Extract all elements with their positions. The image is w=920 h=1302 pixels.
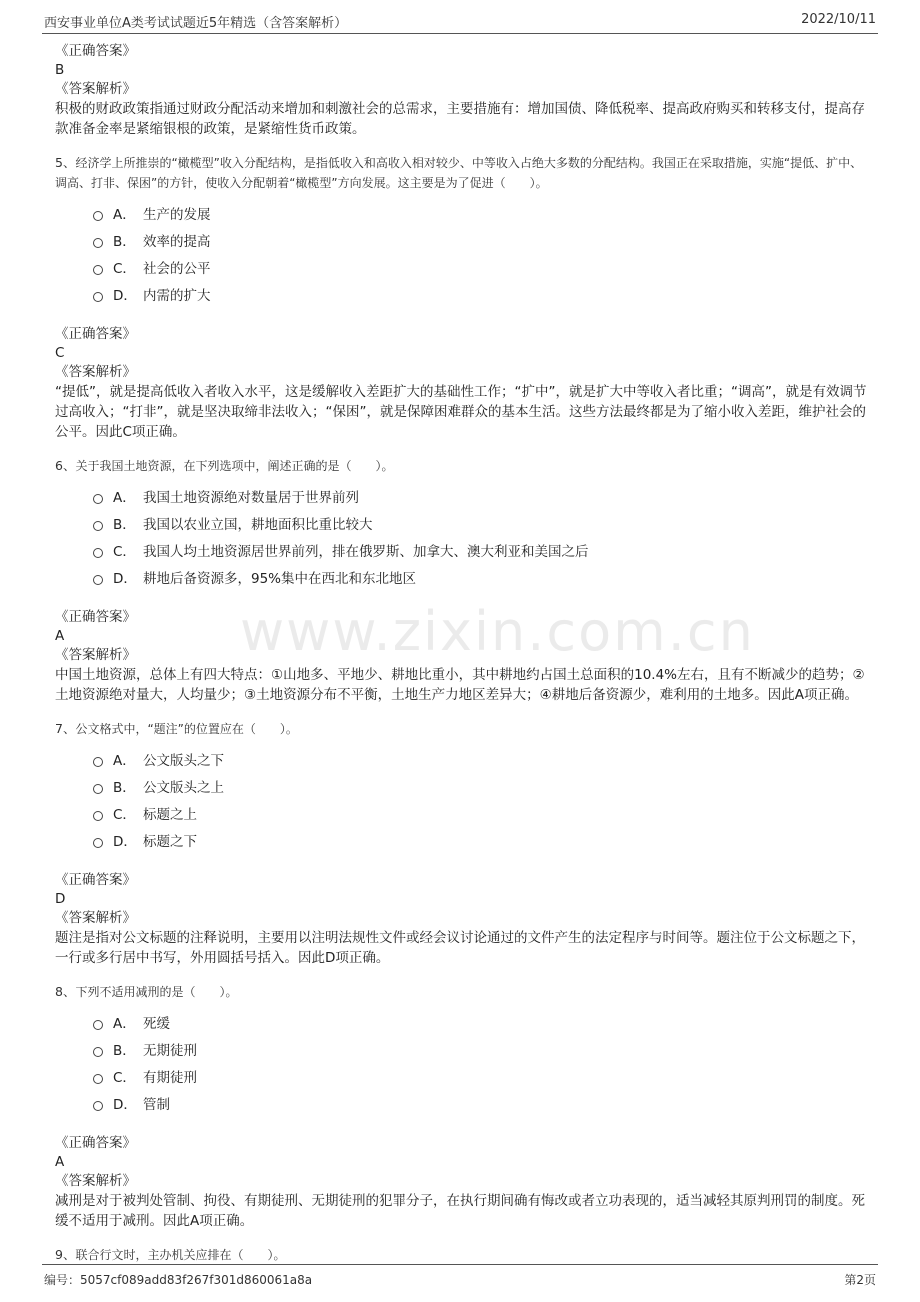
analysis-label: 《答案解析》 (55, 647, 136, 663)
option-list (93, 199, 870, 307)
radio-icon[interactable] (93, 811, 103, 821)
correct-answer-value: C (55, 345, 65, 361)
radio-icon[interactable] (93, 1020, 103, 1030)
analysis-text: 题注是指对公文标题的注释说明，主要用以注明法规性文件或经会议讨论通过的文件产生的法定程序与时间等。题注位于公文标题之下，一行或多行居中书写，外用圆括号括入。因此D项正确。 (55, 930, 865, 966)
option-a[interactable] (93, 745, 870, 772)
question-number: 6、 (55, 458, 76, 473)
question-stem (55, 456, 870, 476)
option-text: 标题之上 (143, 806, 197, 823)
question-number: 8、 (55, 984, 76, 999)
option-letter: D． (113, 570, 137, 587)
option-d[interactable] (93, 1089, 870, 1116)
correct-answer-label: 《正确答案》 (55, 43, 136, 59)
question-9 (55, 1245, 870, 1265)
document-date: 2022/10/11 (801, 12, 876, 27)
option-text: 公文版头之上 (143, 779, 224, 796)
question-stem (55, 719, 870, 739)
option-a[interactable] (93, 1008, 870, 1035)
document-code: 编号：5057cf089add83f267f301d860061a8a (44, 1273, 313, 1287)
option-letter: C． (113, 1069, 136, 1086)
question-8 (55, 982, 870, 1231)
option-letter: A． (113, 489, 136, 506)
option-letter: B． (113, 516, 136, 533)
correct-answer-label: 《正确答案》 (55, 326, 136, 342)
correct-answer-label: 《正确答案》 (55, 609, 136, 625)
option-d[interactable] (93, 826, 870, 853)
correct-answer-value: A (55, 1154, 65, 1170)
radio-icon[interactable] (93, 265, 103, 275)
option-letter: B． (113, 1042, 136, 1059)
option-text: 我国以农业立国，耕地面积比重比较大 (143, 516, 373, 533)
option-text: 内需的扩大 (143, 287, 211, 304)
option-letter: D． (113, 1096, 137, 1113)
question-text: 公文格式中，“题注”的位置应在（ ）。 (75, 722, 298, 736)
question-stem (55, 1245, 870, 1265)
option-text: 无期徒刑 (143, 1042, 197, 1059)
option-list (93, 482, 870, 590)
option-letter: D． (113, 833, 137, 850)
option-b[interactable] (93, 226, 870, 253)
option-text: 生产的发展 (143, 206, 211, 223)
analysis-label: 《答案解析》 (55, 364, 136, 380)
analysis-text: 减刑是对于被判处管制、拘役、有期徒刑、无期徒刑的犯罪分子，在执行期间确有悔改或者立功表现的，适当减轻其原判刑罚的制度。死缓不适用于减刑。因此A项正确。 (55, 1193, 865, 1229)
analysis-text: 积极的财政政策指通过财政分配活动来增加和刺激社会的总需求，主要措施有：增加国债、降低税率、提高政府购买和转移支付，提高存款准备金率是紧缩银根的政策，是紧缩性货币政策。 (55, 101, 865, 137)
question-text: 经济学上所推崇的“橄榄型”收入分配结构，是指低收入和高收入相对较少、中等收入占绝大多数的分配结构。我国正在采取措施，实施“提低、扩中、调高、打非、保困”的方针，使收入分配朝着“橄榄型”方向发展。这主要是为了促进（ ）。 (55, 156, 863, 190)
question-stem (55, 153, 870, 193)
option-list (93, 1008, 870, 1116)
option-b[interactable] (93, 1035, 870, 1062)
correct-answer-value: D (55, 891, 66, 907)
option-letter: A． (113, 752, 136, 769)
correct-answer-value: A (55, 628, 65, 644)
option-text: 死缓 (143, 1015, 170, 1032)
option-c[interactable] (93, 253, 870, 280)
option-text: 耕地后备资源多，95%集中在西北和东北地区 (143, 570, 417, 587)
page-content (55, 42, 870, 1265)
analysis-text: “提低”，就是提高低收入者收入水平，这是缓解收入差距扩大的基础性工作；“扩中”，就是扩大中等收入者比重；“调高”，就是有效调节过高收入；“打非”，就是坚决取缔非法收入；“保困”，就是保障困难群众的基本生活。这些方法最终都是为了缩小收入差距，维护社会的公平。因此C项正确。 (55, 384, 867, 440)
option-letter: C． (113, 260, 136, 277)
analysis-label: 《答案解析》 (55, 1173, 136, 1189)
radio-icon[interactable] (93, 1101, 103, 1111)
option-text: 社会的公平 (143, 260, 211, 277)
question-text: 联合行文时，主办机关应排在（ ）。 (75, 1248, 286, 1262)
option-b[interactable] (93, 509, 870, 536)
option-text: 管制 (143, 1096, 170, 1113)
option-letter: A． (113, 206, 136, 223)
option-letter: D． (113, 287, 137, 304)
option-d[interactable] (93, 280, 870, 307)
option-c[interactable] (93, 799, 870, 826)
radio-icon[interactable] (93, 1047, 103, 1057)
option-letter: A． (113, 1015, 136, 1032)
question-stem (55, 982, 870, 1002)
question-number: 9、 (55, 1247, 76, 1262)
option-letter: B． (113, 233, 136, 250)
option-text: 我国土地资源绝对数量居于世界前列 (143, 489, 359, 506)
option-letter: B． (113, 779, 136, 796)
watermark: www.zixin.com.cn (240, 600, 755, 663)
radio-icon[interactable] (93, 548, 103, 558)
option-text: 公文版头之下 (143, 752, 224, 769)
question-number: 7、 (55, 721, 76, 736)
radio-icon[interactable] (93, 211, 103, 221)
document-title: 西安事业单位A类考试试题近5年精选（含答案解析） (44, 16, 348, 31)
radio-icon[interactable] (93, 784, 103, 794)
analysis-label: 《答案解析》 (55, 910, 136, 926)
answer-block-4 (55, 42, 870, 139)
analysis-label: 《答案解析》 (55, 81, 136, 97)
option-letter: C． (113, 806, 136, 823)
option-a[interactable] (93, 199, 870, 226)
page-number: 第2页 (844, 1273, 876, 1287)
radio-icon[interactable] (93, 238, 103, 248)
option-text: 效率的提高 (143, 233, 211, 250)
correct-answer-value: B (55, 62, 65, 78)
question-text: 关于我国土地资源，在下列选项中，阐述正确的是（ ）。 (75, 459, 394, 473)
option-c[interactable] (93, 1062, 870, 1089)
option-text: 标题之下 (143, 833, 197, 850)
question-5 (55, 153, 870, 442)
correct-answer-label: 《正确答案》 (55, 872, 136, 888)
header-divider (42, 33, 878, 34)
question-number: 5、 (55, 155, 76, 170)
question-6 (55, 456, 870, 705)
radio-icon[interactable] (93, 1074, 103, 1084)
radio-icon[interactable] (93, 757, 103, 767)
option-text: 我国人均土地资源居世界前列，排在俄罗斯、加拿大、澳大利亚和美国之后 (143, 543, 589, 560)
option-a[interactable] (93, 482, 870, 509)
analysis-text: 中国土地资源，总体上有四大特点：①山地多、平地少、耕地比重小，其中耕地约占国土总面积的10.4%左右，且有不断减少的趋势；②土地资源绝对量大，人均量少；③土地资源分布不平衡，土地生产力地区差异大；④耕地后备资源少，难利用的土地多。因此A项正确。 (55, 667, 865, 703)
question-7 (55, 719, 870, 968)
option-letter: C． (113, 543, 136, 560)
radio-icon[interactable] (93, 292, 103, 302)
option-b[interactable] (93, 772, 870, 799)
option-d[interactable] (93, 563, 870, 590)
question-text: 下列不适用减刑的是（ ）。 (75, 985, 238, 999)
radio-icon[interactable] (93, 494, 103, 504)
option-c[interactable] (93, 536, 870, 563)
option-text: 有期徒刑 (143, 1069, 197, 1086)
radio-icon[interactable] (93, 575, 103, 585)
radio-icon[interactable] (93, 521, 103, 531)
option-list (93, 745, 870, 853)
correct-answer-label: 《正确答案》 (55, 1135, 136, 1151)
radio-icon[interactable] (93, 838, 103, 848)
